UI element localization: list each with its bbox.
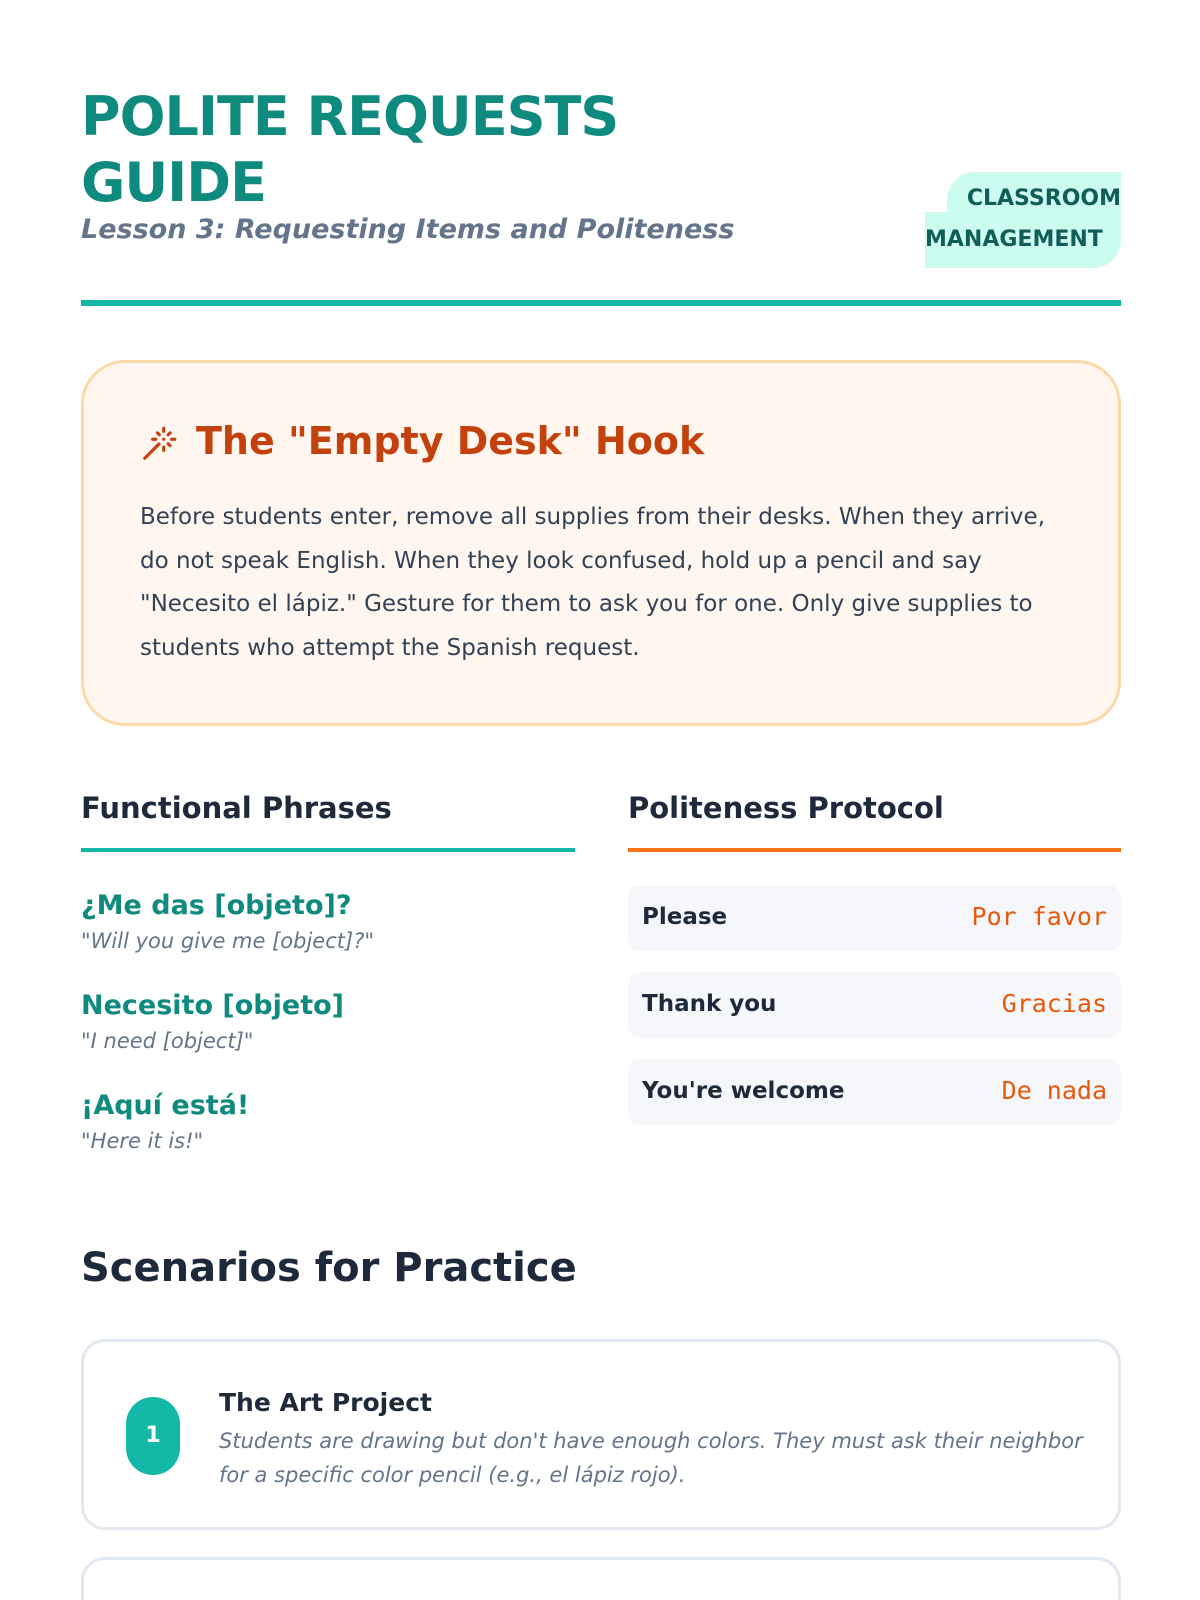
phrase-english: "Here it is!" bbox=[81, 1129, 204, 1153]
protocol-row bbox=[628, 885, 1121, 951]
page-subtitle: Lesson 3: Requesting Items and Politeness bbox=[81, 214, 735, 245]
protocol-english: Please bbox=[642, 904, 728, 930]
scenarios-heading: Scenarios for Practice bbox=[81, 1245, 577, 1291]
phrase-item bbox=[81, 890, 374, 953]
protocol-row bbox=[628, 1059, 1121, 1125]
scenario-title: The Art Project bbox=[219, 1388, 432, 1417]
phrase-spanish: ¡Aquí está! bbox=[81, 1090, 250, 1121]
protocol-spanish: Gracias bbox=[1001, 989, 1107, 1018]
phrase-english: "I need [object]" bbox=[81, 1029, 254, 1053]
politeness-protocol-heading: Politeness Protocol bbox=[628, 790, 1121, 852]
scenario-description: Students are drawing but don't have enough colors. They must ask their neighbor for a specific color pencil (e.g., el lápiz rojo). bbox=[219, 1429, 1083, 1487]
politeness-protocol-section bbox=[628, 790, 1121, 1105]
protocol-row bbox=[628, 972, 1121, 1038]
phrase-item bbox=[81, 1090, 249, 1153]
functional-phrases-heading: Functional Phrases bbox=[81, 790, 575, 852]
hook-text: Before students enter, remove all supplies from their desks. When they arrive, do not speak English. When they look confused, hold up a pencil and say "Necesito el lápiz." Gesture for them to ask you for one. Only give supplies to students who attempt the Spanish request. bbox=[140, 504, 1046, 661]
badge-text-line1: CLASSROOM bbox=[966, 186, 1121, 211]
hook-card bbox=[81, 360, 1121, 726]
phrase-spanish: ¿Me das [objeto]? bbox=[81, 890, 352, 921]
header bbox=[81, 84, 1121, 306]
phrase-english: "Will you give me [object]?" bbox=[81, 929, 375, 953]
protocol-english: Thank you bbox=[642, 991, 777, 1017]
scenario-card bbox=[81, 1557, 1121, 1600]
protocol-spanish: De nada bbox=[1001, 1076, 1107, 1105]
phrase-spanish: Necesito [objeto] bbox=[81, 990, 344, 1021]
scenario-number-badge: 1 bbox=[126, 1397, 180, 1475]
badge-text-line2: MANAGEMENT bbox=[925, 227, 1103, 252]
phrase-item bbox=[81, 990, 344, 1053]
category-badge bbox=[925, 172, 1121, 268]
page bbox=[81, 0, 1121, 1600]
functional-phrases-section bbox=[81, 790, 575, 1153]
scenario-card bbox=[81, 1339, 1121, 1530]
hook-title: The "Empty Desk" Hook bbox=[196, 419, 705, 463]
protocol-english: You're welcome bbox=[642, 1078, 845, 1104]
protocol-spanish: Por favor bbox=[971, 902, 1107, 931]
magic-wand-icon bbox=[140, 425, 178, 463]
page-title: POLITE REQUESTS GUIDE bbox=[81, 85, 619, 214]
